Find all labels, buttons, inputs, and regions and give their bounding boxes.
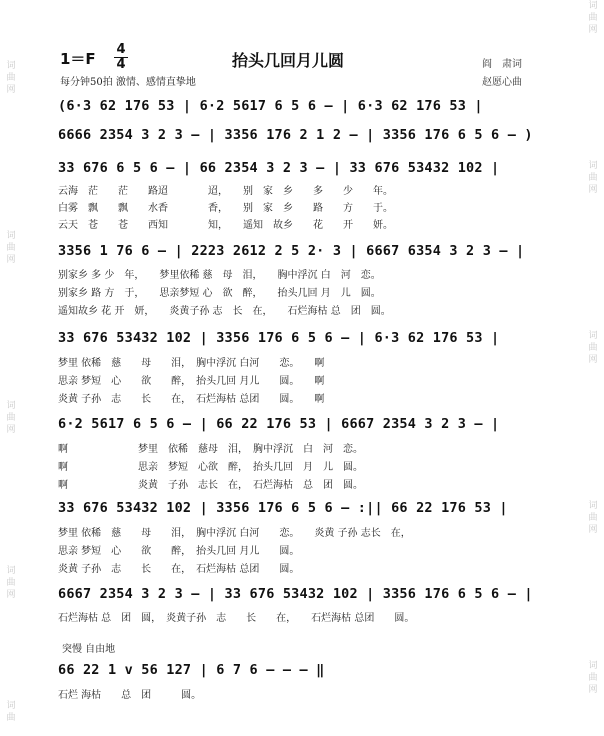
watermark-left-1: 词 曲 网 [6, 61, 16, 95]
ending-tempo-marking: 突慢 自由地 [62, 644, 116, 655]
lyric-line-5-1: 梦里 依稀 慈 母 泪， 胸中浮沉 白河 恋。 啊 [58, 358, 325, 369]
notation-line-2: 6666 2354 3 2 3 — | 3356 176 2 1 2 — | 3356 176 6 5 6 — ) [58, 127, 533, 143]
lyric-line-7-1: 梦里 依稀 慈 母 泪， 胸中浮沉 白河 恋。 炎黄 子孙 志长 在， [58, 528, 411, 539]
composer-credit: 赵愿心曲 [482, 77, 522, 88]
tempo-marking: 每分钟50拍 激情、感情直挚地 [60, 77, 196, 88]
watermark-left-4: 词 曲 网 [6, 566, 16, 600]
notation-line-6: 6·2 5617 6 5 6 — | 66 22 176 53 | 6667 2354 3 2 3 — | [58, 416, 500, 432]
watermark-right-2: 词 曲 网 [588, 161, 598, 195]
song-title: 抬头几回月儿圆 [232, 51, 345, 70]
lyric-line-9-1: 石烂 海枯 总 团 圆。 [58, 690, 202, 701]
watermark-right-4: 词 曲 网 [588, 501, 598, 535]
time-numerator: 4 [116, 42, 126, 57]
notation-line-1: (6·3 62 176 53 | 6·2 5617 6 5 6 — | 6·3 62 176 53 | [58, 98, 483, 114]
lyric-line-5-3: 炎黄 子孙 志 长 在， 石烂海枯 总团 圆。 啊 [58, 394, 325, 405]
notation-line-8: 6667 2354 3 2 3 — | 33 676 53432 102 | 3356 176 6 5 6 — | [58, 586, 533, 602]
lyric-line-5-2: 思亲 梦短 心 欲 醉， 抬头几回 月儿 圆。 啊 [58, 376, 325, 387]
notation-line-9: 66 22 1 v 56 127 | 6 7 6 — — — ‖ [58, 662, 325, 678]
notation-line-4: 3356 1 76 6 — | 2223 2612 2 5 2· 3 | 6667 6354 3 2 3 — | [58, 243, 525, 259]
lyric-line-4-2: 别家乡 路 方 于， 思亲梦短 心 欲 醉， 抬头几回 月 儿 圆。 [58, 288, 381, 299]
watermark-right-1: 词 曲 网 [588, 1, 598, 35]
lyric-line-3-2: 白雾 飘 飘 水香 香， 别 家 乡 路 方 于。 [58, 203, 393, 214]
lyric-line-6-2: 啊 思亲 梦短 心欲 醉， 抬头几回 月 儿 圆。 [58, 462, 363, 473]
time-denominator: 4 [116, 57, 126, 72]
lyricist-credit: 阎 肃词 [482, 59, 522, 70]
lyric-line-8-1: 石烂海枯 总 团 圆， 炎黄子孙 志 长 在， 石烂海枯 总团 圆。 [58, 613, 415, 624]
time-signature [114, 44, 128, 71]
watermark-right-3: 词 曲 网 [588, 331, 598, 365]
notation-line-5: 33 676 53432 102 | 3356 176 6 5 6 — | 6·3 62 176 53 | [58, 330, 500, 346]
key-signature: 1＝F [60, 50, 96, 68]
lyric-line-7-3: 炎黄 子孙 志 长 在， 石烂海枯 总团 圆。 [58, 564, 300, 575]
lyric-line-4-1: 别家乡 多 少 年， 梦里依稀 慈 母 泪， 胸中浮沉 白 河 恋。 [58, 270, 381, 281]
lyric-line-3-3: 云天 苍 苍 西知 知， 遥知 故乡 花 开 妍。 [58, 220, 393, 231]
notation-line-7: 33 676 53432 102 | 3356 176 6 5 6 — :|| 66 22 176 53 | [58, 500, 508, 516]
lyric-line-4-3: 遥知故乡 花 开 妍， 炎黄子孙 志 长 在， 石烂海枯 总 团 圆。 [58, 306, 391, 317]
notation-line-3: 33 676 6 5 6 — | 66 2354 3 2 3 — | 33 676 53432 102 | [58, 160, 500, 176]
lyric-line-7-2: 思亲 梦短 心 欲 醉， 抬头几回 月儿 圆。 [58, 546, 300, 557]
lyric-line-6-1: 啊 梦里 依稀 慈母 泪， 胸中浮沉 白 河 恋。 [58, 444, 363, 455]
lyric-line-6-3: 啊 炎黄 子孙 志长 在， 石烂海枯 总 团 圆。 [58, 480, 363, 491]
watermark-left-2: 词 曲 网 [6, 231, 16, 265]
watermark-left-5: 词 曲 [6, 701, 16, 723]
lyric-line-3-1: 云海 茫 茫 路迢 迢， 别 家 乡 多 少 年。 [58, 186, 393, 197]
watermark-right-5: 词 曲 网 [588, 661, 598, 695]
watermark-left-3: 词 曲 网 [6, 401, 16, 435]
